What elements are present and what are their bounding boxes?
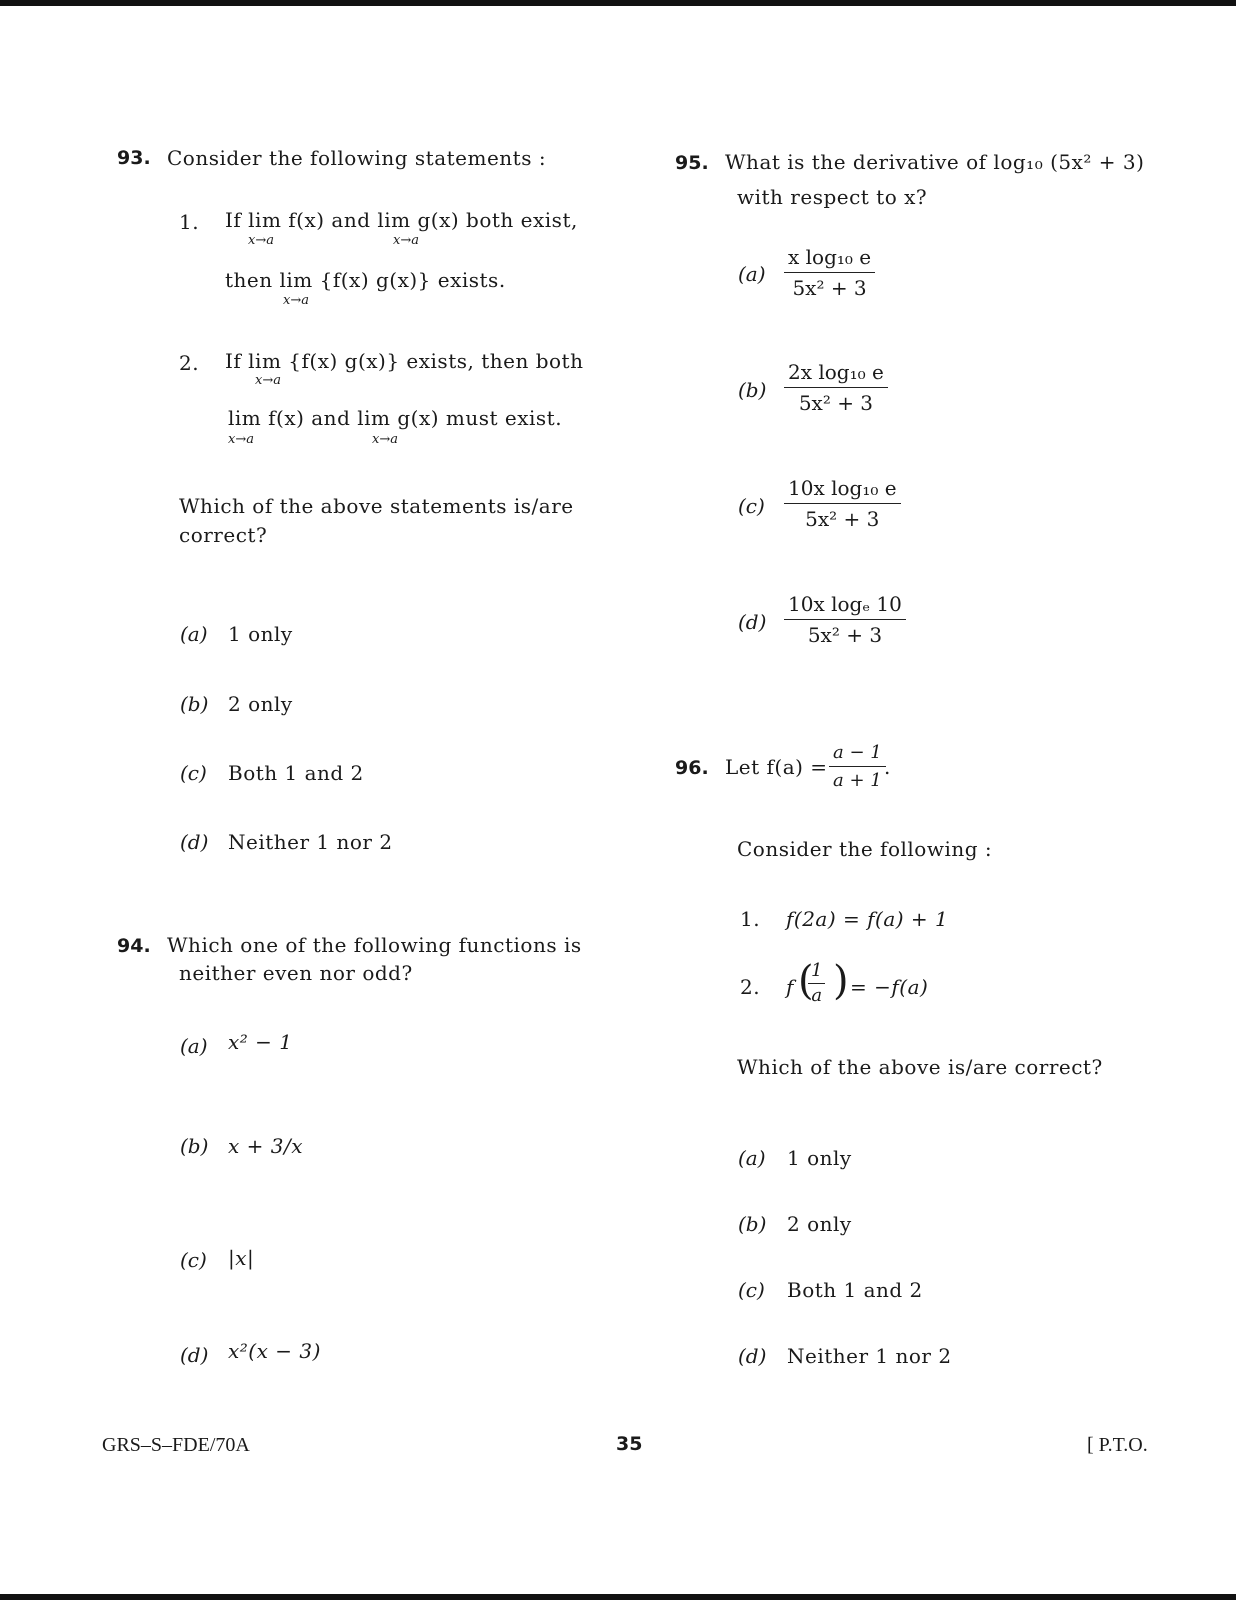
option-text-a: x² − 1 xyxy=(228,1030,293,1054)
fraction-numerator: 2x log₁₀ e xyxy=(784,360,888,388)
fraction-denominator: 5x² + 3 xyxy=(792,276,867,300)
option-text-a: 1 only xyxy=(787,1146,852,1170)
option-text-b: 2 only xyxy=(787,1212,852,1236)
question-text-line-1: Which of the above statements is/are xyxy=(179,494,574,518)
fraction-denominator: 5x² + 3 xyxy=(807,623,883,647)
option-text-d: Neither 1 nor 2 xyxy=(787,1344,952,1368)
statement-number: 2. xyxy=(179,351,200,375)
statement-number: 2. xyxy=(740,975,761,999)
statement-1-line-2: then lim {f(x) g(x)} exists. xyxy=(225,268,506,292)
fraction-numerator: 10x logₑ 10 xyxy=(784,592,906,620)
option-label-d: (d) xyxy=(738,1344,767,1368)
option-label-a: (a) xyxy=(738,262,766,286)
option-label-a: (a) xyxy=(180,622,208,646)
option-text-d: Neither 1 nor 2 xyxy=(228,830,393,854)
option-label-c: (c) xyxy=(738,494,765,518)
fraction-denominator: a + 1 xyxy=(833,770,882,791)
left-paren: ( xyxy=(798,958,814,1004)
question-number: 94. xyxy=(117,935,151,957)
question-text-line-2: neither even nor odd? xyxy=(179,961,413,985)
option-label-c: (c) xyxy=(180,761,207,785)
option-fraction-c xyxy=(784,476,901,531)
question-text-line-2: with respect to x? xyxy=(737,185,928,209)
limit-subscript: x→a xyxy=(228,432,254,447)
limit-subscript: x→a xyxy=(248,233,274,248)
pto-label: [ P.T.O. xyxy=(1087,1434,1148,1456)
limit-subscript: x→a xyxy=(283,293,309,308)
question-number: 93. xyxy=(117,147,151,169)
question-text-line-1: What is the derivative of log₁₀ (5x² + 3) xyxy=(725,150,1145,174)
limit-subscript: x→a xyxy=(393,233,419,248)
option-text-a: 1 only xyxy=(228,622,293,646)
question-text-line-2: correct? xyxy=(179,523,268,547)
fraction-numerator: x log₁₀ e xyxy=(784,245,875,273)
option-label-c: (c) xyxy=(738,1278,765,1302)
limit-subscript: x→a xyxy=(255,373,281,388)
option-fraction-d xyxy=(784,592,906,647)
statement-1: f(2a) = f(a) + 1 xyxy=(786,907,949,931)
question-number: 96. xyxy=(675,757,709,779)
option-label-b: (b) xyxy=(180,692,209,716)
option-text-b: 2 only xyxy=(228,692,293,716)
limit-subscript: x→a xyxy=(372,432,398,447)
statement-2-function: f xyxy=(786,975,794,999)
option-label-d: (d) xyxy=(180,1343,209,1367)
let-fraction xyxy=(829,742,886,791)
right-paren: ) xyxy=(833,958,849,1004)
question-text-line-1: Which one of the following functions is xyxy=(167,933,582,957)
top-border xyxy=(0,0,1236,6)
option-text-c: |x| xyxy=(228,1246,255,1270)
paper-code: GRS–S–FDE/70A xyxy=(102,1434,250,1456)
statement-2-fraction xyxy=(808,960,825,1006)
fraction-denominator: 5x² + 3 xyxy=(805,507,880,531)
option-label-a: (a) xyxy=(738,1146,766,1170)
option-label-b: (b) xyxy=(738,1212,767,1236)
question-stem: Consider the following : xyxy=(737,837,993,861)
option-fraction-b xyxy=(784,360,888,415)
option-label-b: (b) xyxy=(180,1134,209,1158)
page-number: 35 xyxy=(616,1433,643,1455)
option-text-c: Both 1 and 2 xyxy=(228,761,364,785)
option-text-d: x²(x − 3) xyxy=(228,1339,321,1363)
fraction-numerator: 10x log₁₀ e xyxy=(784,476,901,504)
option-fraction-a xyxy=(784,245,875,300)
fraction-numerator: 1 xyxy=(808,960,825,984)
option-text-c: Both 1 and 2 xyxy=(787,1278,923,1302)
question-text: Which of the above is/are correct? xyxy=(737,1055,1103,1079)
statement-number: 1. xyxy=(740,907,761,931)
option-text-b: x + 3/x xyxy=(228,1134,303,1158)
option-label-b: (b) xyxy=(738,378,767,402)
question-stem: Consider the following statements : xyxy=(167,146,547,170)
fraction-numerator: a − 1 xyxy=(829,742,886,767)
let-statement: Let f(a) = xyxy=(725,755,828,779)
statement-2-line-1: If lim {f(x) g(x)} exists, then both xyxy=(225,349,584,373)
question-number: 95. xyxy=(675,152,709,174)
option-label-a: (a) xyxy=(180,1034,208,1058)
statement-2-result: = −f(a) xyxy=(850,975,929,999)
option-label-d: (d) xyxy=(180,830,209,854)
statement-number: 1. xyxy=(179,210,200,234)
statement-2-line-2: lim f(x) and lim g(x) must exist. xyxy=(228,406,563,430)
period: . xyxy=(884,755,891,779)
statement-1-line-1: If lim f(x) and lim g(x) both exist, xyxy=(225,208,578,232)
fraction-denominator: 5x² + 3 xyxy=(798,391,874,415)
option-label-d: (d) xyxy=(738,610,767,634)
fraction-denominator: a xyxy=(811,985,823,1006)
bottom-border xyxy=(0,1594,1236,1600)
option-label-c: (c) xyxy=(180,1248,207,1272)
